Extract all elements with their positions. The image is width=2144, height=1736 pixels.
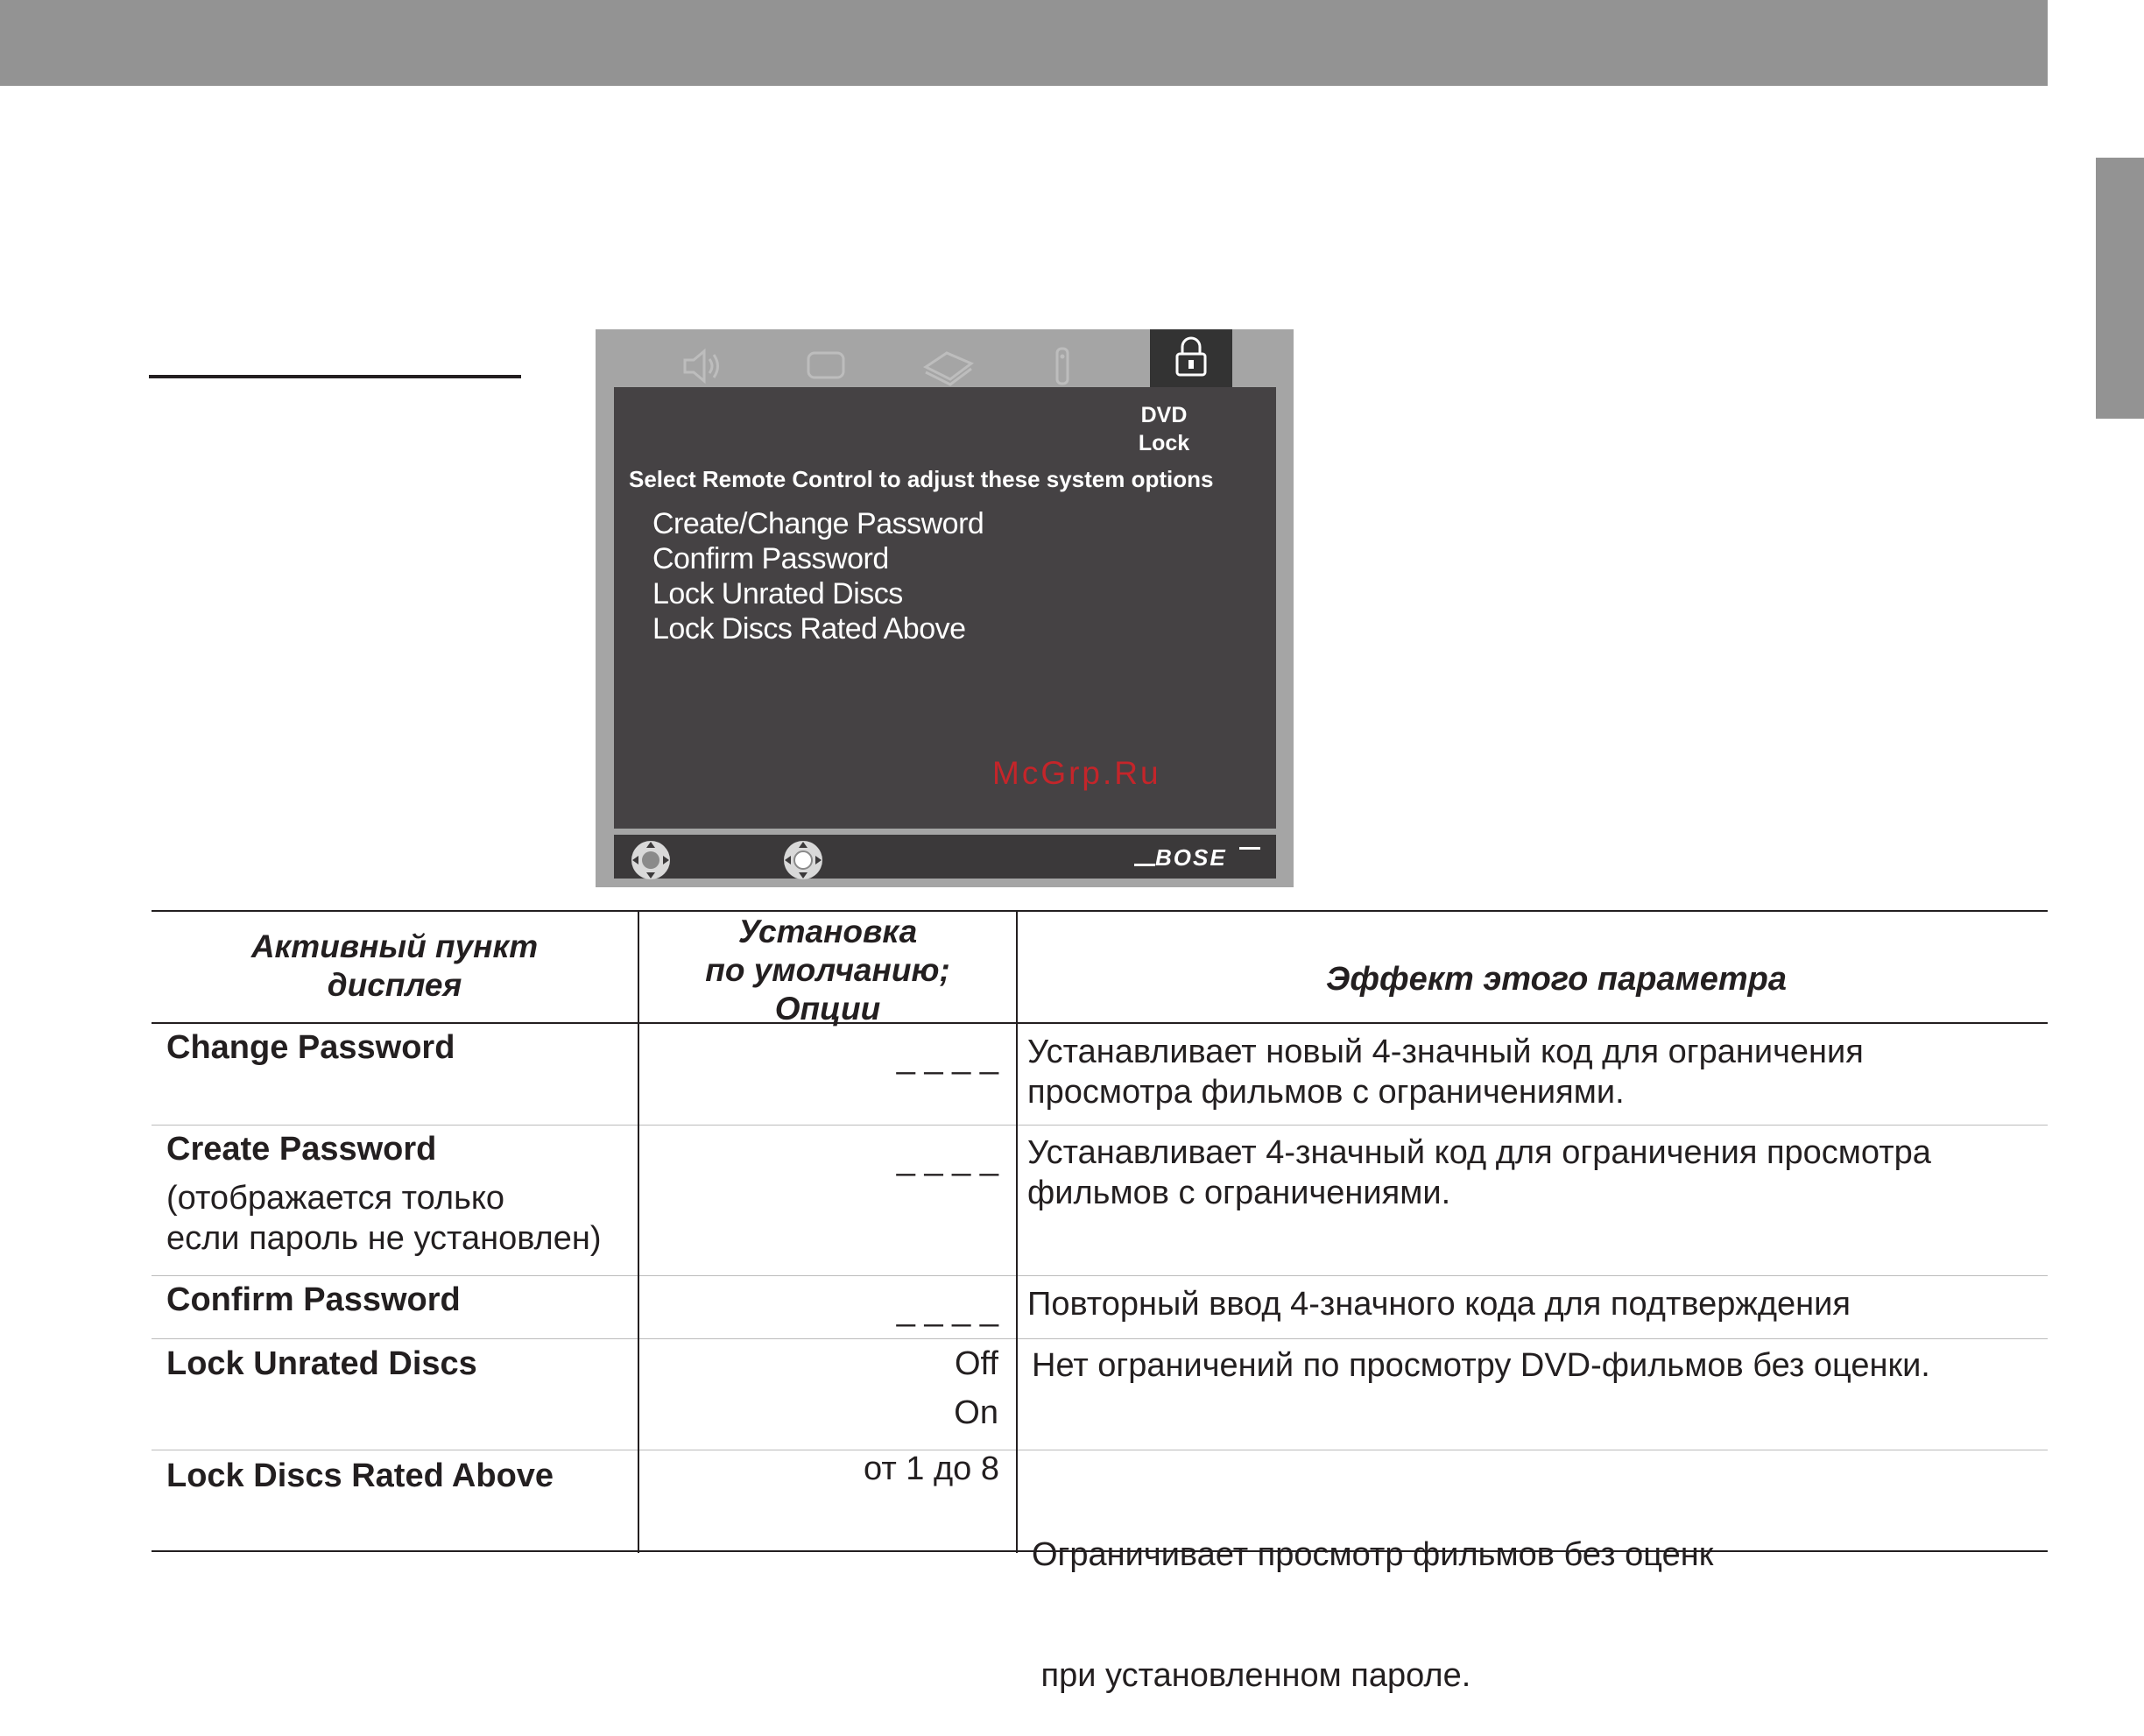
header-line: Опции bbox=[774, 991, 881, 1027]
menu-item-create-change-password[interactable]: Create/Change Password bbox=[652, 507, 984, 540]
header-line: по умолчанию; bbox=[705, 952, 950, 988]
menu-instruction: Select Remote Control to adjust these system options bbox=[629, 466, 1214, 492]
language-side-tab bbox=[2096, 158, 2144, 419]
header-default-options bbox=[639, 913, 1016, 1028]
row-name: Lock Unrated Discs bbox=[166, 1345, 477, 1382]
screen-icon[interactable] bbox=[795, 340, 857, 392]
note-line: если пароль не установлен) bbox=[166, 1220, 602, 1257]
tv-menu-screenshot bbox=[596, 329, 1294, 887]
effect-line: Устанавливает новый 4-значный код для ограничения bbox=[1027, 1034, 1864, 1070]
section-rule bbox=[149, 375, 521, 378]
header-active-item bbox=[152, 928, 638, 1005]
lock-icon bbox=[1174, 335, 1209, 382]
menu-item-confirm-password[interactable]: Confirm Password bbox=[652, 542, 889, 575]
row-note bbox=[166, 1178, 602, 1259]
row-effect bbox=[1032, 1345, 1930, 1386]
category-line-2: Lock bbox=[1138, 431, 1190, 455]
watermark: McGrp.Ru bbox=[992, 755, 1161, 791]
menu-panel bbox=[614, 387, 1276, 829]
row-default: _ _ _ _ bbox=[896, 1291, 998, 1328]
row-default: от 1 до 8 bbox=[864, 1450, 999, 1487]
navigate-pad-icon bbox=[630, 839, 672, 881]
row-divider bbox=[152, 1275, 2048, 1276]
effect-line: Повторный ввод 4-значного кода для подтверждения bbox=[1027, 1286, 1851, 1323]
table-header-rule bbox=[152, 1022, 2048, 1024]
page-header-bar bbox=[0, 0, 2048, 86]
header-line: дисплея bbox=[327, 967, 462, 1003]
row-effect bbox=[1032, 1454, 1713, 1736]
effect-line: Ограничивает просмотр фильмов без оценк bbox=[1032, 1536, 1714, 1573]
bose-logo bbox=[1132, 842, 1262, 872]
note-line: (отображается только bbox=[166, 1180, 505, 1217]
row-default: _ _ _ _ bbox=[896, 1140, 998, 1177]
row-name: Create Password bbox=[166, 1131, 437, 1168]
row-divider bbox=[152, 1125, 2048, 1126]
row-default: _ _ _ _ bbox=[896, 1039, 998, 1076]
header-line: Установка bbox=[737, 914, 918, 949]
row-default-on: On bbox=[954, 1394, 998, 1431]
menu-item-lock-discs-rated-above[interactable]: Lock Discs Rated Above bbox=[652, 612, 966, 646]
lock-tab-active[interactable] bbox=[1150, 329, 1232, 387]
effect-line: фильмов с ограничениями. bbox=[1027, 1175, 1451, 1211]
header-line: Активный пункт bbox=[250, 928, 539, 964]
menu-category-title bbox=[1120, 401, 1208, 457]
row-effect bbox=[1027, 1133, 1931, 1213]
column-divider bbox=[1016, 912, 1018, 1553]
row-name: Confirm Password bbox=[166, 1281, 461, 1318]
row-effect bbox=[1027, 1284, 1851, 1324]
menu-footer bbox=[614, 835, 1276, 879]
speaker-icon[interactable] bbox=[673, 340, 734, 392]
effect-line: при установленном пароле. bbox=[1032, 1657, 1471, 1694]
row-name: Change Password bbox=[166, 1029, 455, 1066]
select-pad-icon bbox=[782, 839, 824, 881]
effect-line: Нет ограничений по просмотру DVD-фильмов без оценки. bbox=[1032, 1347, 1930, 1384]
remote-icon[interactable] bbox=[1032, 340, 1093, 392]
row-divider bbox=[152, 1338, 2048, 1339]
menu-item-lock-unrated-discs[interactable]: Lock Unrated Discs bbox=[652, 577, 903, 610]
disc-icon[interactable] bbox=[918, 340, 979, 392]
row-name: Lock Discs Rated Above bbox=[166, 1457, 554, 1494]
effect-line: Устанавливает 4-значный код для ограничения просмотра bbox=[1027, 1134, 1931, 1171]
header-effect: Эффект этого параметра bbox=[1326, 961, 1787, 998]
table-top-rule bbox=[152, 910, 2048, 912]
row-default-off: Off bbox=[955, 1345, 998, 1382]
category-line-1: DVD bbox=[1140, 403, 1188, 427]
effect-line: просмотра фильмов с ограничениями. bbox=[1027, 1074, 1625, 1111]
svg-text:BOSE: BOSE bbox=[1155, 844, 1227, 871]
row-effect bbox=[1027, 1032, 1864, 1112]
